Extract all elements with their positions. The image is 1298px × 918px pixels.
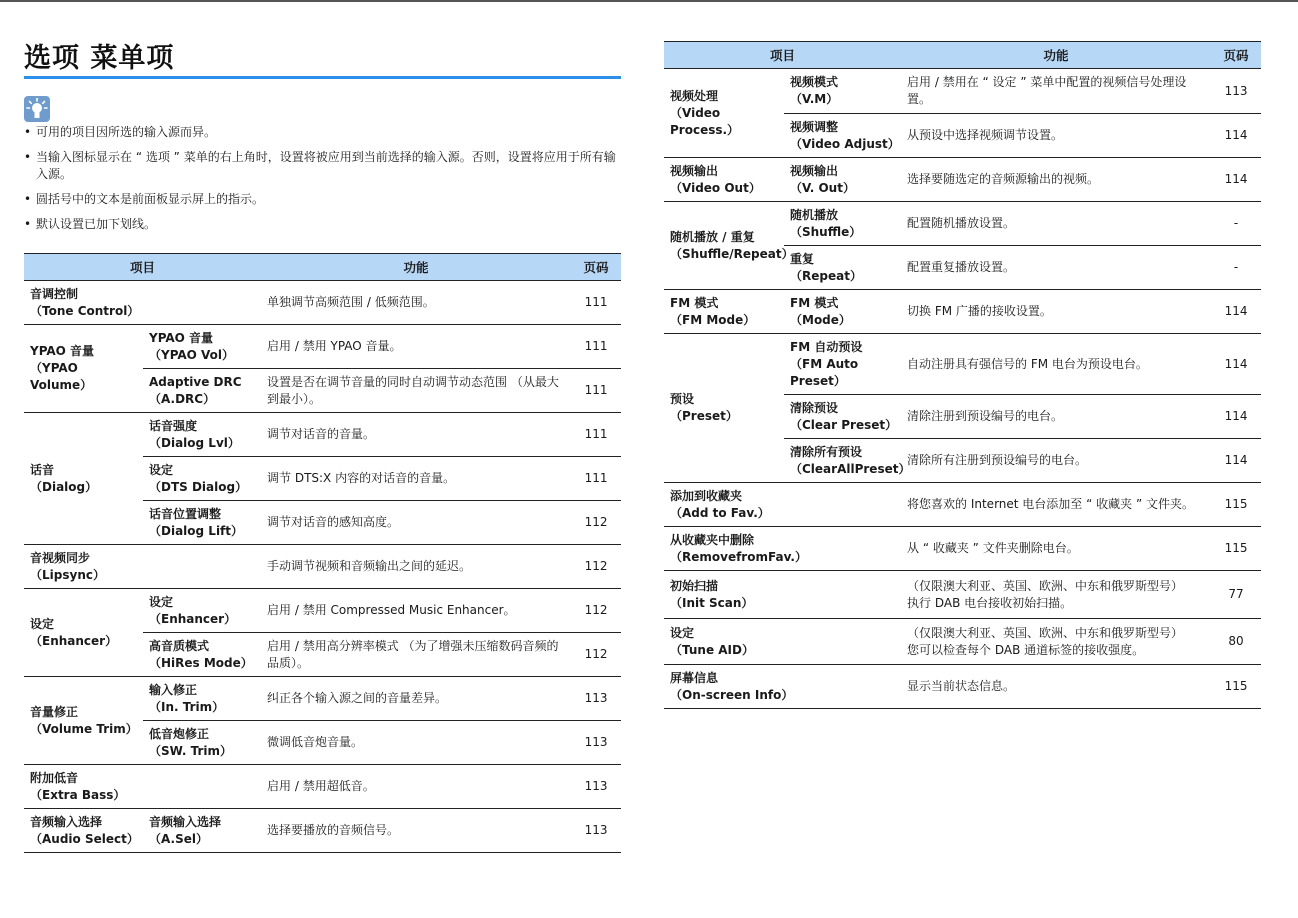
table-row [24,325,621,369]
table-row [664,619,1261,665]
table-row [24,545,621,589]
subitem-cell: 清除所有预设 （ClearAllPreset） [784,439,901,483]
function-cell: 微调低音炮音量。 [261,721,571,765]
page-cell: 112 [571,589,621,633]
table-header-row [664,42,1261,69]
top-border [0,0,1298,2]
options-table-left [24,253,621,853]
table-row [664,527,1261,571]
item-cell: 设定 （Tune AID） [664,619,901,665]
item-cell: 随机播放 / 重复 （Shuffle/Repeat） [664,202,784,290]
page-cell: 80 [1211,619,1261,665]
page-cell: 114 [1211,334,1261,395]
table-row [24,589,621,633]
page-title: 选项 菜单项 [24,43,175,74]
function-cell: （仅限澳大利亚、英国、欧洲、中东和俄罗斯型号） 执行 DAB 电台接收初始扫描。 [901,571,1211,619]
note-item: • 圆括号中的文本是前面板显示屏上的指示。 [24,191,624,208]
subitem-cell: 视频模式 （V.M） [784,69,901,114]
function-cell: 显示当前状态信息。 [901,665,1211,709]
item-cell: 附加低音 （Extra Bass） [24,765,261,809]
function-cell: 将您喜欢的 Internet 电台添加至 “ 收藏夹 ” 文件夹。 [901,483,1211,527]
function-cell: 从 “ 收藏夹 ” 文件夹删除电台。 [901,527,1211,571]
table-row [664,483,1261,527]
function-cell: 启用 / 禁用 YPAO 音量。 [261,325,571,369]
item-cell: 设定 （Enhancer） [24,589,143,677]
page-cell: 113 [571,765,621,809]
item-cell: 音量修正 （Volume Trim） [24,677,143,765]
item-cell: 话音 （Dialog） [24,413,143,545]
item-cell: 预设 （Preset） [664,334,784,483]
subitem-cell: 设定 （DTS Dialog） [143,457,261,501]
header-page: 页码 [571,254,621,281]
function-cell: 清除注册到预设编号的电台。 [901,395,1211,439]
function-cell: 清除所有注册到预设编号的电台。 [901,439,1211,483]
page-cell: 114 [1211,439,1261,483]
page-cell: 115 [1211,483,1261,527]
subitem-cell: 设定 （Enhancer） [143,589,261,633]
subitem-cell: YPAO 音量 （YPAO Vol） [143,325,261,369]
item-cell: 音频输入选择 （Audio Select） [24,809,143,853]
page-cell: 112 [571,501,621,545]
table-row [24,809,621,853]
table-row [24,413,621,457]
page-cell: 111 [571,325,621,369]
header-item: 项目 [24,254,261,281]
function-cell: 选择要播放的音频信号。 [261,809,571,853]
notes-list [24,124,624,241]
function-cell: 手动调节视频和音频输出之间的延迟。 [261,545,571,589]
item-cell: 屏幕信息 （On-screen Info） [664,665,901,709]
subitem-cell: 清除预设 （Clear Preset） [784,395,901,439]
function-cell: 纠正各个输入源之间的音量差异。 [261,677,571,721]
item-cell: FM 模式 （FM Mode） [664,290,784,334]
page-cell: 113 [571,809,621,853]
function-cell: 设置是否在调节音量的同时自动调节动态范围 （从最大到最小）。 [261,369,571,413]
subitem-cell: 音频输入选择 （A.Sel） [143,809,261,853]
subitem-cell: FM 自动预设 （FM Auto Preset） [784,334,901,395]
options-table-right [664,41,1261,709]
function-cell: 自动注册具有强信号的 FM 电台为预设电台。 [901,334,1211,395]
page-cell: - [1211,246,1261,290]
table-row [664,334,1261,395]
subitem-cell: 话音位置调整 （Dialog Lift） [143,501,261,545]
page-cell: 77 [1211,571,1261,619]
item-cell: 添加到收藏夹 （Add to Fav.） [664,483,901,527]
subitem-cell: 低音炮修正 （SW. Trim） [143,721,261,765]
subitem-cell: 随机播放 （Shuffle） [784,202,901,246]
page-cell: 111 [571,369,621,413]
function-cell: 调节对话音的音量。 [261,413,571,457]
function-cell: 单独调节高频范围 / 低频范围。 [261,281,571,325]
title-divider [24,76,621,79]
subitem-cell: 视频输出 （V. Out） [784,158,901,202]
subitem-cell: 视频调整 （Video Adjust） [784,114,901,158]
function-cell: 选择要随选定的音频源输出的视频。 [901,158,1211,202]
item-cell: 从收藏夹中删除 （RemovefromFav.） [664,527,901,571]
function-cell: 切换 FM 广播的接收设置。 [901,290,1211,334]
page-cell: 113 [1211,69,1261,114]
page-cell: 114 [1211,290,1261,334]
table-row [24,281,621,325]
table-row [664,158,1261,202]
note-item: • 默认设置已加下划线。 [24,216,624,233]
table-row [664,69,1261,114]
subitem-cell: FM 模式 （Mode） [784,290,901,334]
page-cell: 113 [571,721,621,765]
page-cell: 112 [571,633,621,677]
header-function: 功能 [261,254,571,281]
header-page: 页码 [1211,42,1261,69]
subitem-cell: 高音质模式 （HiRes Mode） [143,633,261,677]
subitem-cell: 话音强度 （Dialog Lvl） [143,413,261,457]
function-cell: 配置重复播放设置。 [901,246,1211,290]
function-cell: 启用 / 禁用 Compressed Music Enhancer。 [261,589,571,633]
page-cell: 114 [1211,158,1261,202]
function-cell: （仅限澳大利亚、英国、欧洲、中东和俄罗斯型号） 您可以检查每个 DAB 通道标签的接收强度。 [901,619,1211,665]
function-cell: 调节 DTS:X 内容的对话音的音量。 [261,457,571,501]
item-cell: 初始扫描 （Init Scan） [664,571,901,619]
page-cell: 113 [571,677,621,721]
page-cell: 115 [1211,527,1261,571]
function-cell: 调节对话音的感知高度。 [261,501,571,545]
item-cell: 音调控制 （Tone Control） [24,281,261,325]
header-function: 功能 [901,42,1211,69]
subitem-cell: Adaptive DRC （A.DRC） [143,369,261,413]
page-cell: - [1211,202,1261,246]
table-row [24,765,621,809]
table-header-row [24,254,621,281]
table-row [664,665,1261,709]
page-cell: 112 [571,545,621,589]
note-item: • 当输入图标显示在 “ 选项 ” 菜单的右上角时，设置将被应用到当前选择的输入源。否则，设置将应用于所有输入源。 [24,149,624,183]
page-cell: 115 [1211,665,1261,709]
item-cell: 视频处理 （Video Process.） [664,69,784,158]
page-cell: 111 [571,413,621,457]
header-item: 项目 [664,42,901,69]
table-row [664,290,1261,334]
function-cell: 从预设中选择视频调节设置。 [901,114,1211,158]
page-cell: 111 [571,457,621,501]
function-cell: 启用 / 禁用超低音。 [261,765,571,809]
item-cell: 视频输出 （Video Out） [664,158,784,202]
note-item: • 可用的项目因所选的输入源而异。 [24,124,624,141]
table-row [664,202,1261,246]
subitem-cell: 重复 （Repeat） [784,246,901,290]
page-cell: 114 [1211,395,1261,439]
page-cell: 111 [571,281,621,325]
function-cell: 启用 / 禁用高分辨率模式 （为了增强未压缩数码音频的品质）。 [261,633,571,677]
item-cell: YPAO 音量 （YPAO Volume） [24,325,143,413]
table-row [664,571,1261,619]
item-cell: 音视频同步 （Lipsync） [24,545,261,589]
page-cell: 114 [1211,114,1261,158]
lightbulb-icon [24,96,50,122]
subitem-cell: 输入修正 （In. Trim） [143,677,261,721]
table-row [24,677,621,721]
function-cell: 配置随机播放设置。 [901,202,1211,246]
function-cell: 启用 / 禁用在 “ 设定 ” 菜单中配置的视频信号处理设置。 [901,69,1211,114]
